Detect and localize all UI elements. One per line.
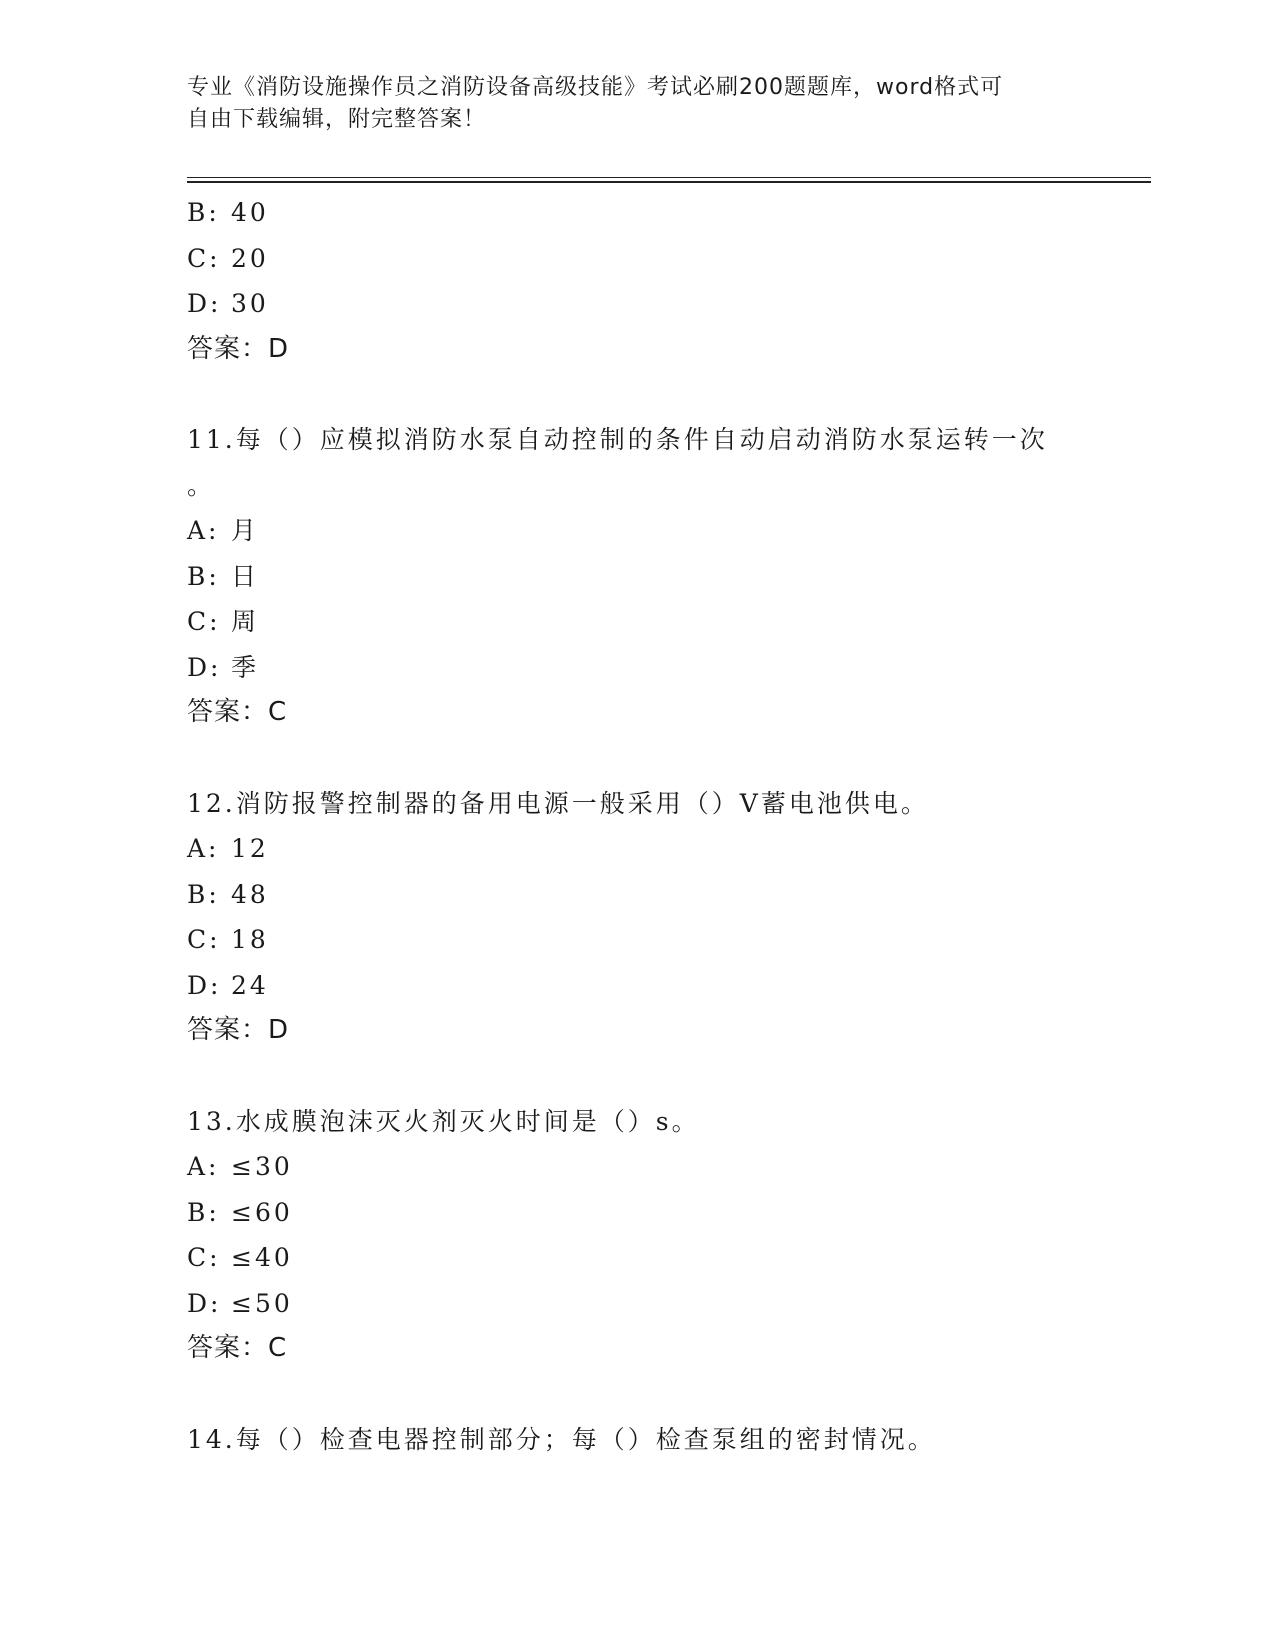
answer-line: 答案：C [187, 697, 288, 727]
header-divider-thick [187, 181, 1151, 183]
question-text: 14.每（）检查电器控制部分；每（）检查泵组的密封情况。 [187, 1424, 936, 1454]
question-13 [187, 1099, 1087, 1372]
option-d: D: 季 [187, 652, 260, 682]
question-text: 13.水成膜泡沫灭火剂灭火时间是（）s。 [187, 1106, 700, 1136]
question-list [187, 190, 1087, 1462]
question-text-continuation: 。 [187, 470, 216, 500]
question-12 [187, 781, 1087, 1054]
option-b: B: 40 [187, 198, 269, 227]
option-c: C: ≤40 [187, 1243, 293, 1272]
question-text: 11.每（）应模拟消防水泵自动控制的条件自动启动消防水泵运转一次 [187, 425, 1048, 454]
question-11 [187, 417, 1087, 736]
answer-line: 答案：D [187, 333, 290, 364]
question-text: 12.消防报警控制器的备用电源一般采用（）V蓄电池供电。 [187, 788, 929, 818]
answer-line: 答案：D [187, 1015, 290, 1045]
answer-line: 答案：C [187, 1333, 288, 1363]
option-c: C: 20 [187, 243, 269, 273]
option-d: D: 24 [187, 970, 269, 1000]
question-14 [187, 1417, 1087, 1463]
question-10-continuation [187, 190, 1087, 372]
option-c: C: 周 [187, 607, 260, 636]
option-a: A: 12 [187, 834, 269, 863]
header-line-1: 专业《消防设施操作员之消防设备高级技能》考试必刷200题题库，word格式可 [187, 75, 1004, 100]
option-a: A: 月 [187, 516, 260, 545]
option-b: B: 48 [187, 879, 269, 909]
option-b: B: ≤60 [187, 1197, 293, 1227]
option-d: D: ≤50 [187, 1288, 293, 1318]
option-a: A: ≤30 [187, 1152, 293, 1181]
option-b: B: 日 [187, 561, 260, 591]
option-d: D: 30 [187, 289, 269, 318]
header-divider-thin [187, 177, 1151, 178]
option-c: C: 18 [187, 925, 269, 954]
header-line-2: 自由下载编辑，附完整答案！ [187, 107, 487, 132]
document-header [187, 72, 1067, 136]
